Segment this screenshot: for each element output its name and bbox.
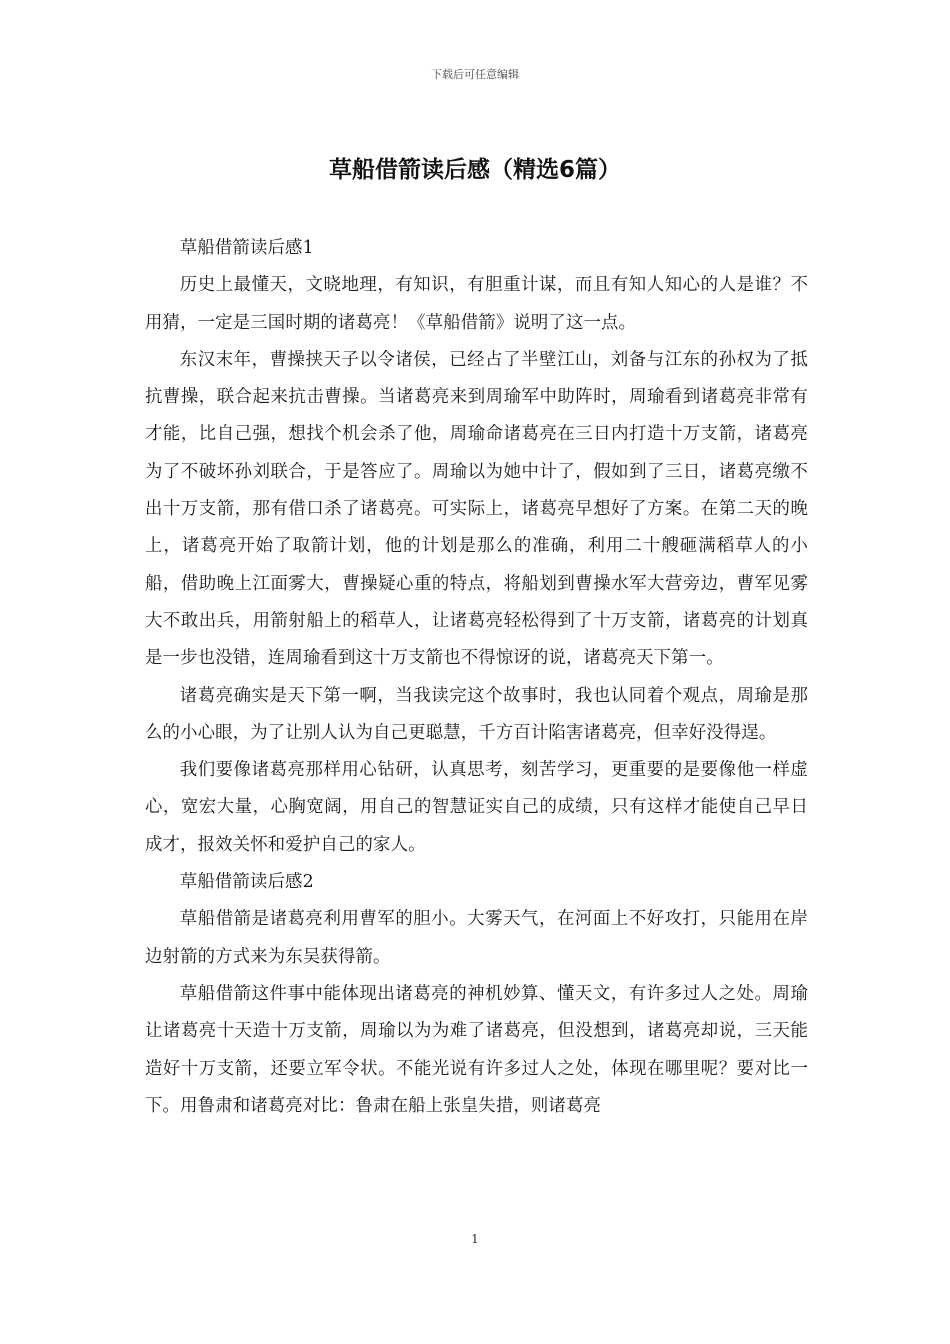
- document-body: [145, 230, 808, 1125]
- body-paragraph: 诸葛亮确实是天下第一啊，当我读完这个故事时，我也认同着个观点，周瑜是那么的小心眼，为了让别人认为自己更聪慧，千方百计陷害诸葛亮，但幸好没得逞。: [145, 685, 808, 743]
- section-heading-1: 草船借箭读后感1: [179, 238, 314, 258]
- body-paragraph: 东汉末年，曹操挟天子以令诸侯，已经占了半壁江山，刘备与江东的孙权为了抵抗曹操，联合起来抗击曹操。当诸葛亮来到周瑜军中助阵时，周瑜看到诸葛亮非常有才能，比自己强，想找个机会杀了他，周瑜命诸葛亮在三日内打造十万支箭，诸葛亮为了不破坏孙刘联合，于是答应了。周瑜以为她中计了，假如到了三日，诸葛亮缴不出十万支箭，那有借口杀了诸葛亮。可实际上，诸葛亮早想好了方案。在第二天的晚上，诸葛亮开始了取箭计划，他的计划是那么的准确，利用二十艘砸满稻草人的小船，借助晚上江面雾大，曹操疑心重的特点，将船划到曹操水军大营旁边，曹军见雾大不敢出兵，用箭射船上的稻草人，让诸葛亮轻松得到了十万支箭，诸葛亮的计划真是一步也没错，连周瑜看到这十万支箭也不得惊讶的说，诸葛亮天下第一。: [145, 349, 808, 669]
- body-paragraph: 草船借箭是诸葛亮利用曹军的胆小。大雾天气，在河面上不好攻打，只能用在岸边射箭的方式来为东吴获得箭。: [145, 909, 808, 967]
- body-paragraph: 我们要像诸葛亮那样用心钻研，认真思考，刻苦学习，更重要的是要像他一样虚心，宽宏大量，心胸宽阔，用自己的智慧证实自己的成绩，只有这样才能使自己早日成才，报效关怀和爱护自己的家人。: [145, 760, 808, 855]
- body-paragraph: 历史上最懂天，文晓地理，有知识，有胆重计谋，而且有知人知心的人是谁？不用猜，一定是三国时期的诸葛亮！《草船借箭》说明了这一点。: [145, 275, 808, 333]
- page-number: 1: [471, 1232, 479, 1246]
- section-heading-2: 草船借箭读后感2: [179, 872, 314, 893]
- document-title: 草船借箭读后感（精选6篇）: [328, 157, 621, 183]
- body-paragraph: 草船借箭这件事中能体现出诸葛亮的神机妙算、懂天文，有许多过人之处。周瑜让诸葛亮十天造十万支箭，周瑜以为为难了诸葛亮，但没想到，诸葛亮却说，三天能造好十万支箭，还要立军令状。不能光说有许多过人之处，体现在哪里呢？要对比一下。用鲁肃和诸葛亮对比：鲁肃在船上张皇失措，则诸葛亮: [145, 983, 808, 1116]
- page-header: 下载后可任意编辑: [431, 68, 519, 81]
